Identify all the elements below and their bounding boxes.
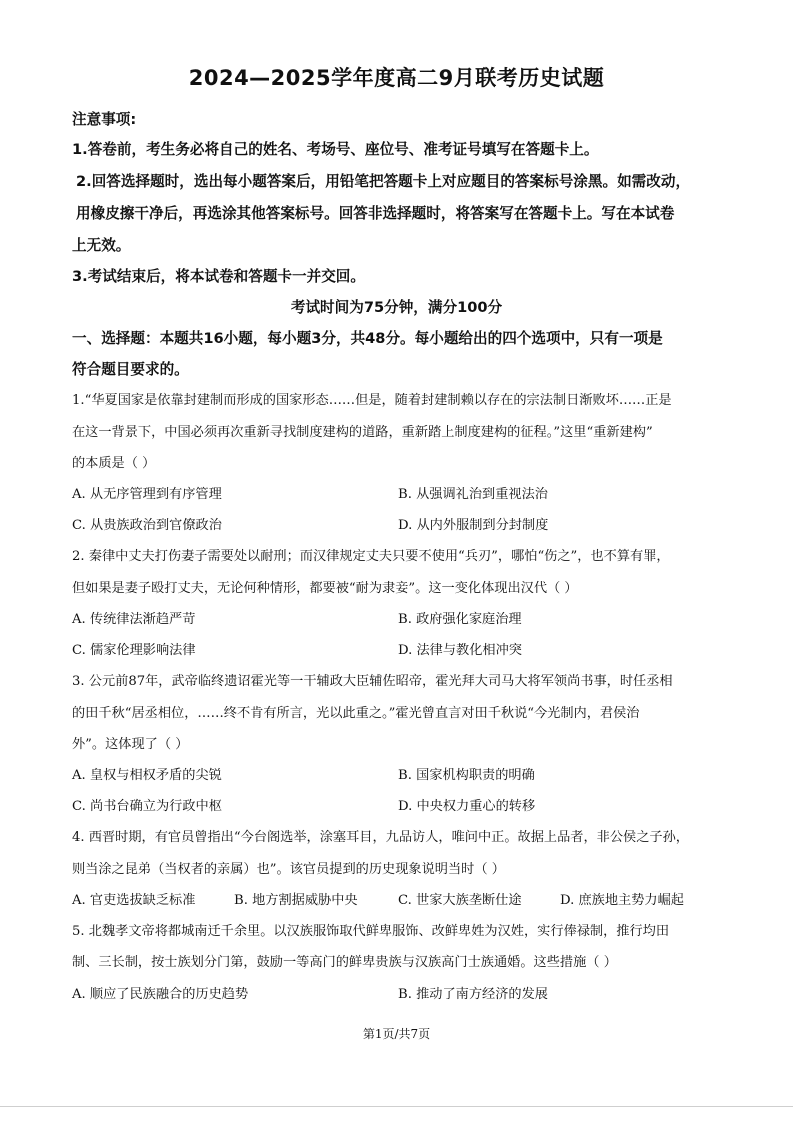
question-1-option-a: A. 从无序管理到有序管理 bbox=[72, 487, 222, 502]
notice-line-1: 1.答卷前，考生务必将自己的姓名、考场号、座位号、准考证号填写在答题卡上。 bbox=[72, 141, 599, 158]
notice-line-2: 2.回答选择题时，选出每小题答案后，用铅笔把答题卡上对应题目的答案标号涂黑。如需改动， bbox=[76, 173, 691, 190]
exam-info: 考试时间为75分钟，满分100分 bbox=[290, 299, 503, 316]
question-5-line-1: 5. 北魏孝文帝将都城南迁千余里。以汉族服饰取代鲜卑服饰、改鲜卑姓为汉姓，实行俸禄制，推行均田 bbox=[72, 924, 670, 939]
question-1-line-2: 在这一背景下，中国必须再次重新寻找制度建构的道路，重新踏上制度建构的征程。”这里“重新建构” bbox=[72, 425, 653, 440]
question-4-option-a: A. 官吏选拔缺乏标准 bbox=[72, 893, 196, 908]
section-heading-line-1: 一、选择题：本题共16小题，每小题3分，共48分。每小题给出的四个选项中，只有一项是 bbox=[72, 330, 663, 347]
question-5-option-b: B. 推动了南方经济的发展 bbox=[398, 987, 548, 1002]
question-4-option-d: D. 庶族地主势力崛起 bbox=[560, 893, 684, 908]
question-1-line-1: 1.“华夏国家是依靠封建制而形成的国家形态……但是，随着封建制赖以存在的宗法制日渐败坏……正是 bbox=[72, 393, 672, 408]
question-4-option-c: C. 世家大族垄断仕途 bbox=[398, 893, 522, 908]
question-2-option-a: A. 传统律法渐趋严苛 bbox=[72, 612, 196, 627]
notice-line-5: 3.考试结束后，将本试卷和答题卡一并交回。 bbox=[72, 268, 365, 285]
question-2-option-b: B. 政府强化家庭治理 bbox=[398, 612, 522, 627]
question-1-option-c: C. 从贵族政治到官僚政治 bbox=[72, 518, 222, 533]
notice-line-4: 上无效。 bbox=[72, 237, 131, 254]
question-1-option-d: D. 从内外服制到分封制度 bbox=[398, 518, 549, 533]
page-number: 第1页/共7页 bbox=[362, 1027, 431, 1041]
question-3-option-b: B. 国家机构职责的明确 bbox=[398, 768, 535, 783]
section-heading-line-2: 符合题目要求的。 bbox=[72, 361, 189, 378]
question-2-option-d: D. 法律与教化相冲突 bbox=[398, 643, 522, 658]
question-5-option-a: A. 顺应了民族融合的历史趋势 bbox=[72, 987, 249, 1002]
question-1-line-3: 的本质是（ ） bbox=[72, 456, 156, 471]
question-2-line-1: 2. 秦律中丈夫打伤妻子需要处以耐刑；而汉律规定丈夫只要不使用“兵刃”，哪怕“伤之”，也不算有罪， bbox=[72, 549, 670, 564]
question-4-option-b: B. 地方割据威胁中央 bbox=[234, 893, 358, 908]
question-2-option-c: C. 儒家伦理影响法律 bbox=[72, 643, 196, 658]
bottom-divider bbox=[0, 1106, 793, 1107]
question-4-line-2: 则当涂之昆弟（当权者的亲属）也”。该官员提到的历史现象说明当时（ ） bbox=[72, 862, 505, 877]
question-4-line-1: 4. 西晋时期，有官员曾指出“今台阁选举，涂塞耳目，九品访人，唯问中正。故据上品者，非公侯之子孙， bbox=[72, 830, 689, 845]
question-3-line-2: 的田千秋“居丞相位，……终不肯有所言，光以此重之。”霍光曾直言对田千秋说“今光制内，君侯治 bbox=[72, 706, 640, 721]
question-3-option-c: C. 尚书台确立为行政中枢 bbox=[72, 799, 222, 814]
page-title: 2024—2025学年度高二9月联考历史试题 bbox=[188, 66, 605, 90]
notice-heading: 注意事项: bbox=[72, 111, 137, 128]
question-1-option-b: B. 从强调礼治到重视法治 bbox=[398, 487, 548, 502]
question-3-option-a: A. 皇权与相权矛盾的尖锐 bbox=[72, 768, 222, 783]
notice-line-3: 用橡皮擦干净后，再选涂其他答案标号。回答非选择题时，将答案写在答题卡上。写在本试卷 bbox=[76, 205, 675, 222]
question-2-line-2: 但如果是妻子殴打丈夫，无论何种情形，都要被“耐为隶妾”。这一变化体现出汉代（ ） bbox=[72, 581, 578, 596]
question-3-line-1: 3. 公元前87年，武帝临终遗诏霍光等一干辅政大臣辅佐昭帝，霍光拜大司马大将军领尚书事，时任丞相 bbox=[72, 674, 673, 689]
question-5-line-2: 制、三长制，按士族划分门第，鼓励一等高门的鲜卑贵族与汉族高门士族通婚。这些措施（ ） bbox=[72, 955, 617, 970]
question-3-option-d: D. 中央权力重心的转移 bbox=[398, 799, 536, 814]
question-3-line-3: 外”。这体现了（ ） bbox=[72, 737, 189, 752]
